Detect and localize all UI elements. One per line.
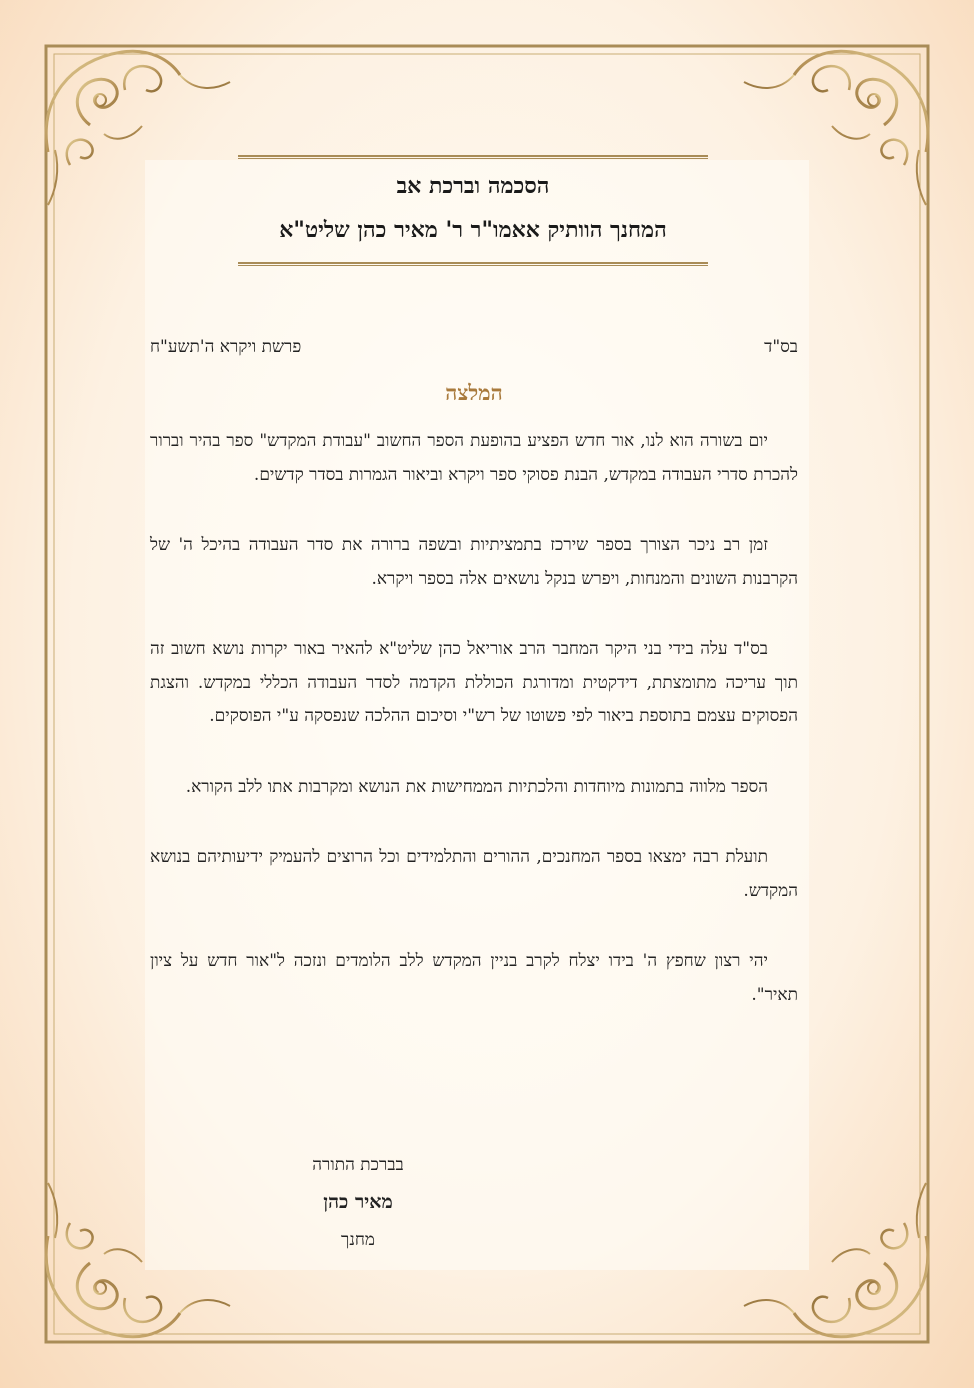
- paragraph: בס"ד עלה בידי בני היקר המחבר הרב אוריאל כהן שליט"א להאיר באור יקרות נושא חשוב זה תוך עריכה מתומצתת, דידקטית ומדורגת הכוללת הקדמה לסדר העבודה הכללי במקדש. והצגת הפסוקים עצמם בתוספת ביאור לפי פשוטו של רש"י וסיכום ההלכה שנפסקה ע"י הפוסקים.: [150, 639, 798, 726]
- parasha-date: פרשת ויקרא ה'תשע"ח: [150, 337, 302, 357]
- paragraph: יהי רצון שחפץ ה' בידו יצלח לקרב בניין המקדש ללב הלומדים ונזכה ל"אור חדש על ציון תאיר".: [150, 951, 798, 1005]
- letter-body: [150, 425, 798, 1049]
- page-subtitle: המחנך הוותיק אאמו"ר ר' מאיר כהן שליט"א: [279, 217, 667, 243]
- page-title: הסכמה וברכת אב: [396, 173, 550, 199]
- section-heading: המלצה: [445, 380, 503, 405]
- date-row: [150, 337, 798, 363]
- bsd-label: בס"ד: [764, 337, 798, 357]
- title-block: [238, 155, 708, 267]
- title-rule-bottom: [238, 262, 708, 266]
- title-rule-top: [238, 155, 708, 159]
- signature-role: מחנך: [340, 1230, 376, 1250]
- signature-name: מאיר כהן: [323, 1191, 393, 1213]
- paragraph: תועלת רבה ימצאו בספר המחנכים, ההורים והתלמידים וכל הרוצים להעמיק ידיעותיהם בנושא המקדש.: [150, 847, 798, 901]
- paragraph: יום בשורה הוא לנו, אור חדש הפציע בהופעת הספר החשוב "עבודת המקדש" ספר בהיר וברור להכרת סדרי העבודה במקדש, הבנת פסוקי ספר ויקרא וביאור הגמרות בסדר קדשים.: [150, 431, 798, 485]
- signature-greeting: בברכת התורה: [312, 1155, 404, 1175]
- paragraph: הספר מלווה בתמונות מיוחדות והלכתיות הממחישות את הנושא ומקרבות אתו ללב הקורא.: [185, 776, 768, 797]
- paragraph: זמן רב ניכר הצורך בספר שירכז בתמציתיות ובשפה ברורה את סדר העבודה בהיכל ה' של הקרבנות השונים והמנחות, ויפרש בנקל נושאים אלה בספר ויקרא.: [150, 535, 798, 589]
